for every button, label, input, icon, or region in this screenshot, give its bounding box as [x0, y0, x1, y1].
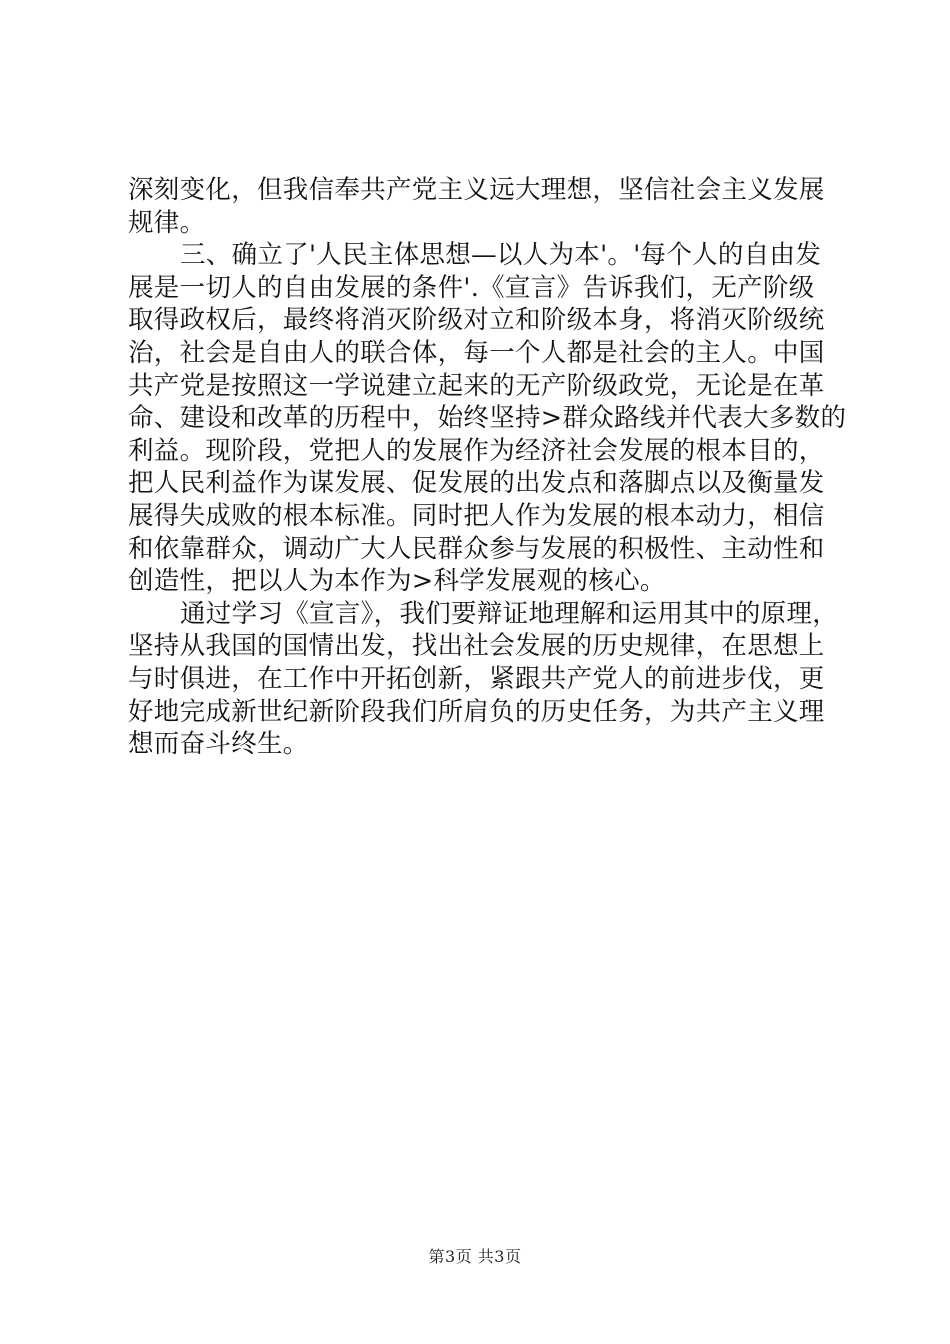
page-footer: [0, 1244, 950, 1267]
text-line: 想而奋斗终生。: [128, 729, 309, 760]
text-line: 命、建设和改革的历程中，始终坚持>群众路线并代表大多数的: [128, 403, 847, 434]
text-line: 坚持从我国的国情出发，找出社会发展的历史规律，在思想上: [128, 631, 825, 662]
text-line: 利益。现阶段，党把人的发展作为经济社会发展的根本目的，: [128, 435, 825, 466]
text-line: 共产党是按照这一学说建立起来的无产阶级政党，无论是在革: [128, 370, 825, 401]
paragraph-start-line: 通过学习《宣言》，我们要辩证地理解和运用其中的原理，: [180, 598, 839, 629]
text-line: 好地完成新世纪新阶段我们所肩负的历史任务，为共产主义理: [128, 696, 825, 727]
text-line: 创造性，把以人为本作为>科学发展观的核心。: [128, 566, 666, 597]
page-number-label: 第3页 共3页: [428, 1247, 522, 1266]
text-line: 展得失成败的根本标准。同时把人作为发展的根本动力，相信: [128, 500, 825, 531]
text-line: 规律。: [128, 207, 206, 238]
text-line: 展是一切人的自由发展的条件'.《宣言》告诉我们，无产阶级: [128, 272, 815, 303]
text-line: 与时俱进，在工作中开拓创新，紧跟共产党人的前进步伐，更: [128, 663, 825, 694]
text-line: 深刻变化，但我信奉共产党主义远大理想，坚信社会主义发展: [128, 175, 825, 205]
body-text: [128, 174, 847, 761]
paragraph-start-line: 三、确立了'人民主体思想—以人为本'。'每个人的自由发: [180, 240, 822, 271]
text-line: 把人民利益作为谋发展、促发展的出发点和落脚点以及衡量发: [128, 468, 825, 499]
text-line: 取得政权后，最终将消灭阶级对立和阶级本身，将消灭阶级统: [128, 305, 825, 336]
text-line: 和依靠群众，调动广大人民群众参与发展的积极性、主动性和: [128, 533, 825, 564]
text-line: 治，社会是自由人的联合体，每一个人都是社会的主人。中国: [128, 337, 825, 368]
